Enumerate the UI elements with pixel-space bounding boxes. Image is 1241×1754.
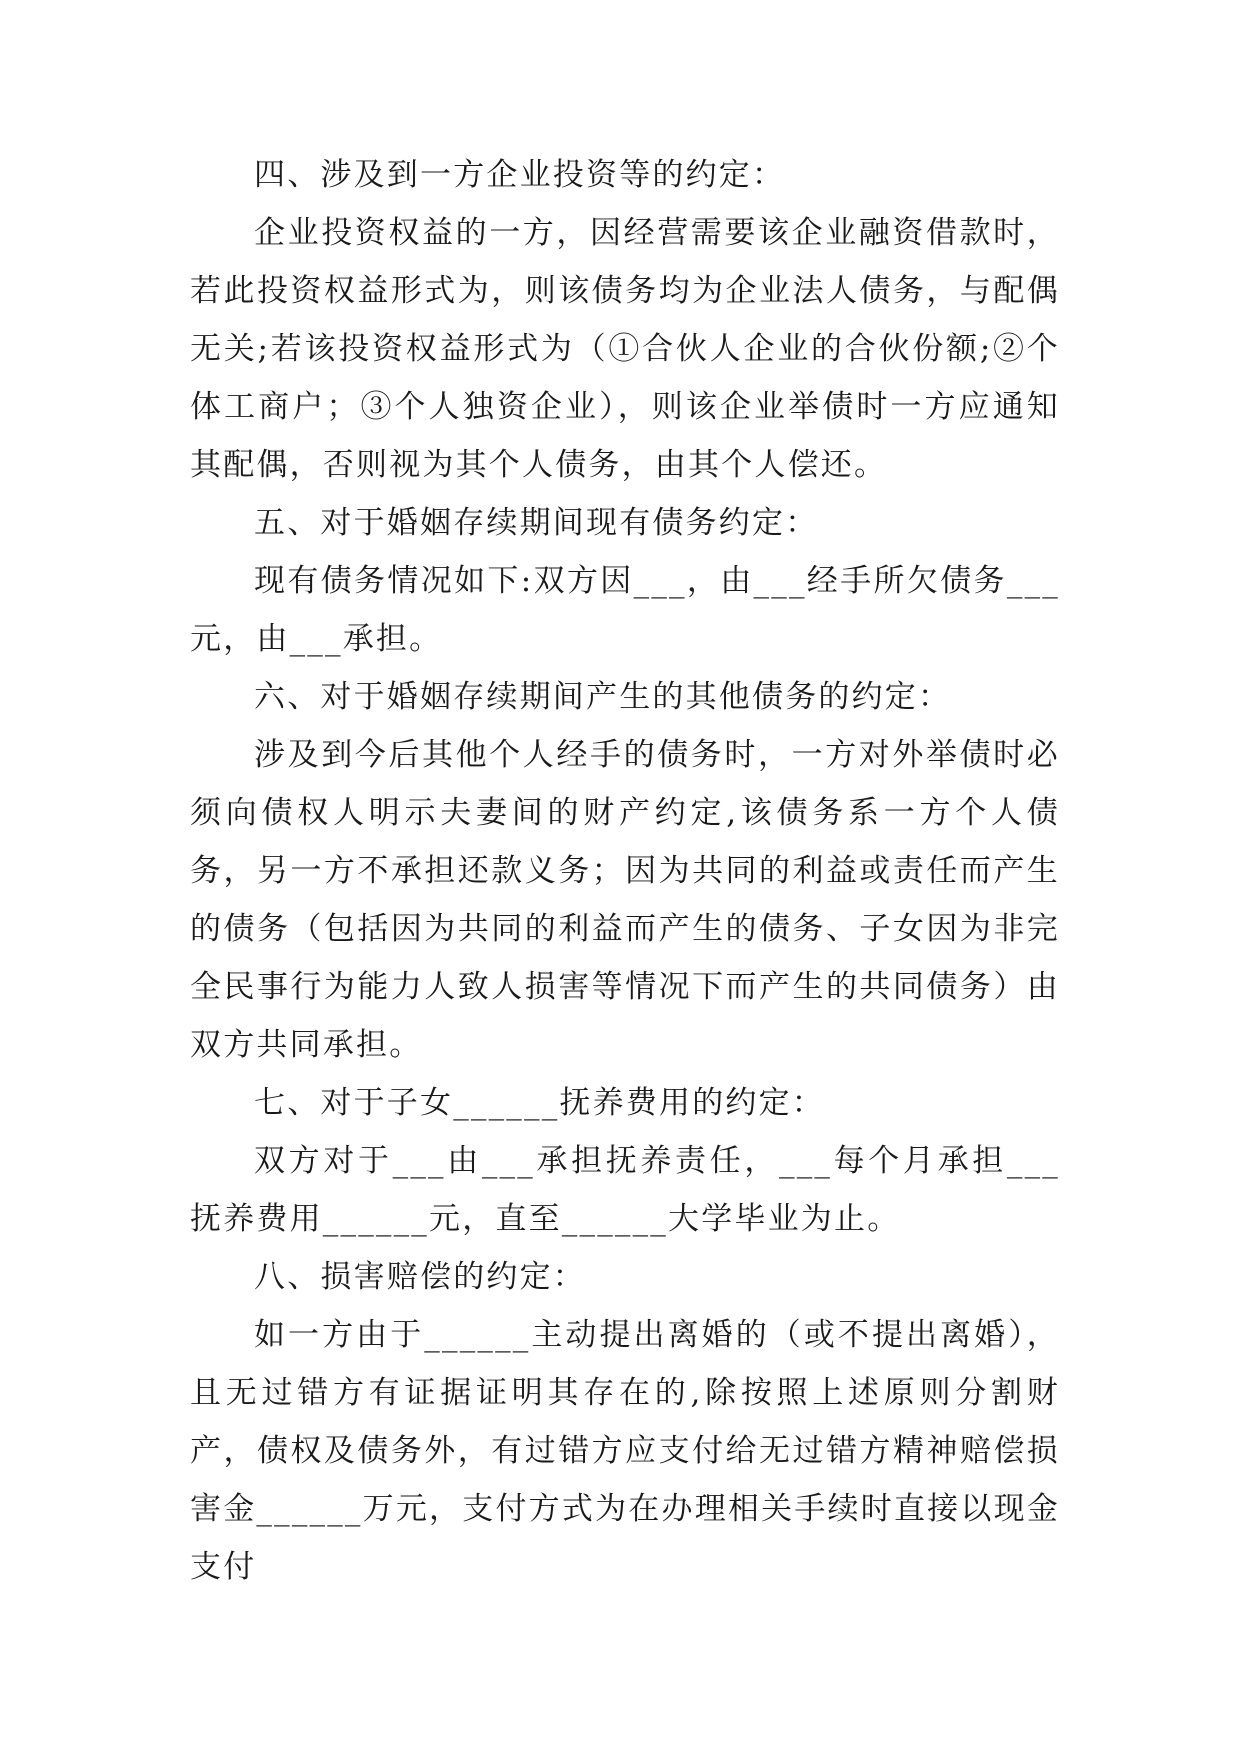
section-seven-heading: 七、对于子女______抚养费用的约定： (254, 1085, 825, 1121)
section-eight-body: 如一方由于______主动提出离婚的（或不提出离婚），且无过错方有证据证明其存在的,除按照上述原则分割财产，债权及债务外，有过错方应支付给无过错方精神赔偿损害金______万元，支付方式为在办理相关手续时直接以现金支付 (190, 1317, 1060, 1585)
section-four-heading: 四、涉及到一方企业投资等的约定： (254, 157, 786, 193)
section-eight-heading: 八、损害赔偿的约定： (254, 1259, 586, 1295)
section-six-body: 涉及到今后其他个人经手的债务时，一方对外举债时必须向债权人明示夫妻间的财产约定,该债务系一方个人债务，另一方不承担还款义务；因为共同的利益或责任而产生的债务（包括因为共同的利益而产生的债务、子女因为非完全民事行为能力人致人损害等情况下而产生的共同债务）由双方共同承担。 (190, 737, 1060, 1063)
section-six-heading: 六、对于婚姻存续期间产生的其他债务的约定： (254, 679, 952, 715)
section-five-heading: 五、对于婚姻存续期间现有债务约定： (254, 505, 819, 541)
section-four-body: 企业投资权益的一方，因经营需要该企业融资借款时，若此投资权益形式为，则该债务均为企业法人债务，与配偶无关;若该投资权益形式为（①合伙人企业的合伙份额;②个体工商户；③个人独资企业），则该企业举债时一方应通知其配偶，否则视为其个人债务，由其个人偿还。 (190, 215, 1060, 483)
document-body (190, 146, 1060, 1596)
section-seven-body: 双方对于___由___承担抚养责任，___每个月承担___抚养费用______元，直至______大学毕业为止。 (190, 1143, 1060, 1237)
section-five-body: 现有债务情况如下:双方因___，由___经手所欠债务___元，由___承担。 (190, 563, 1060, 657)
